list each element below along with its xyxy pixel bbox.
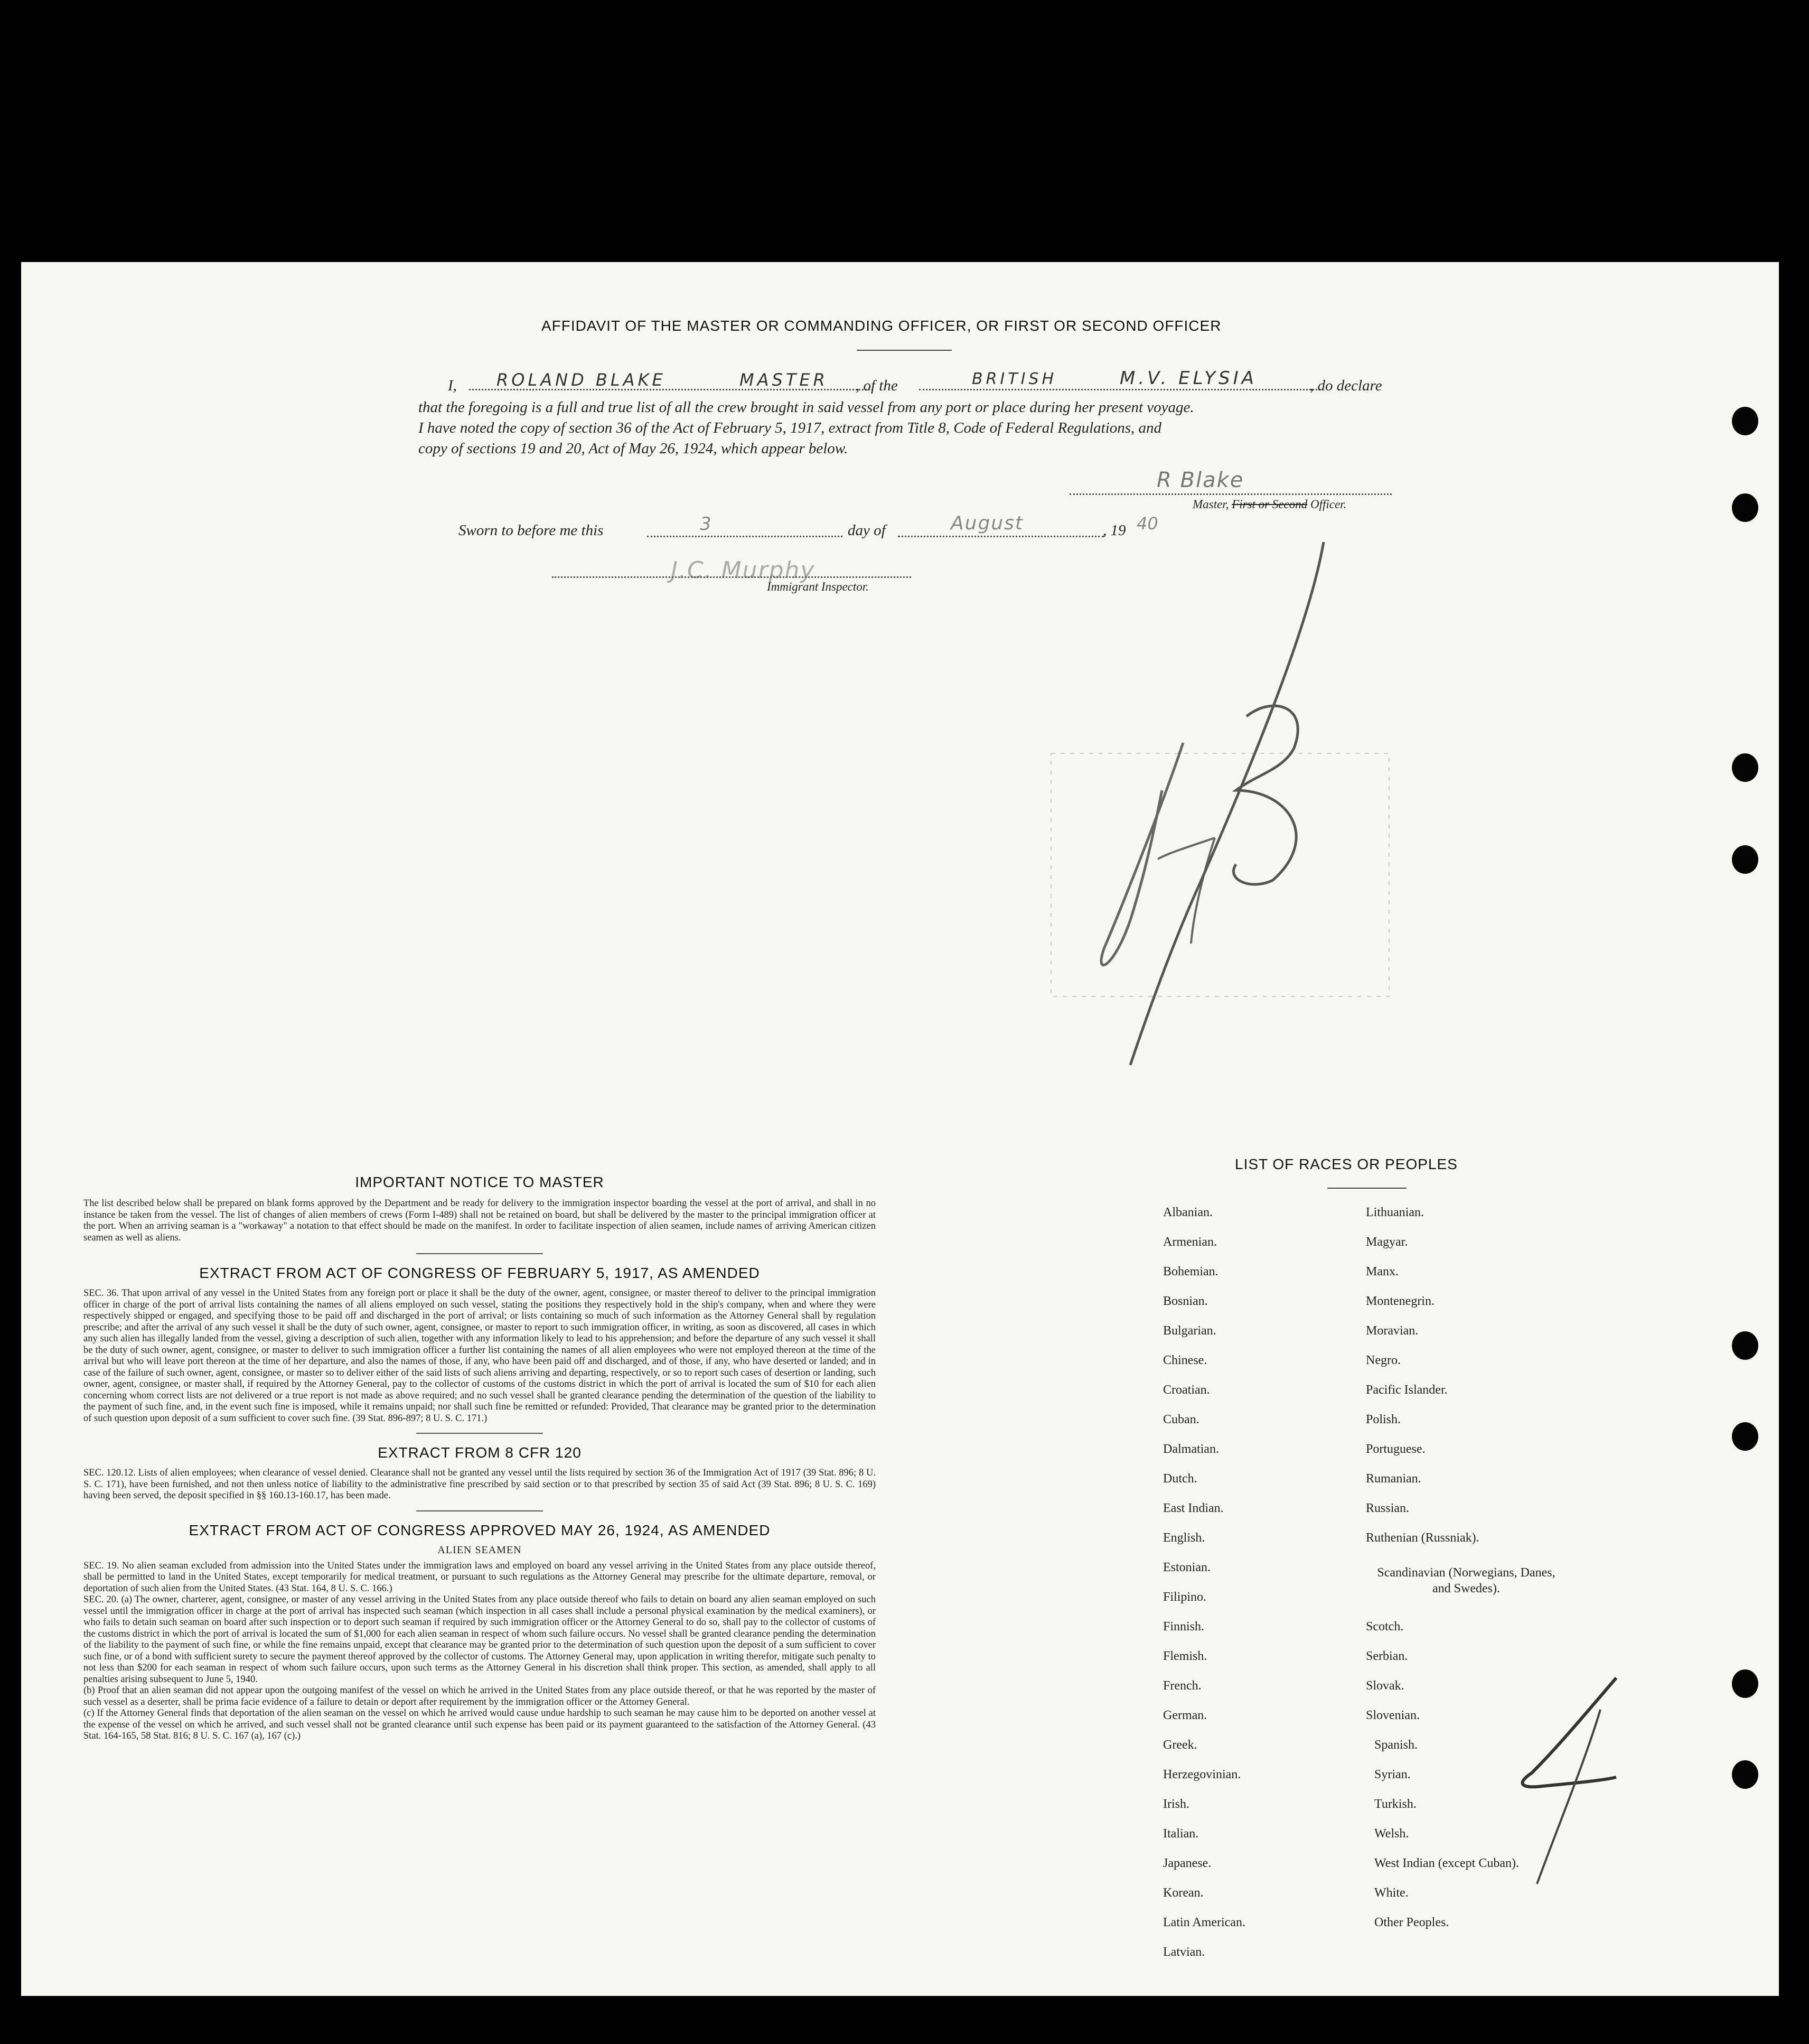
race-right-item: Negro. — [1366, 1354, 1401, 1367]
day-of-label: day of — [848, 522, 886, 539]
title-divider — [857, 350, 952, 351]
race-right-item: Ruthenian (Russniak). — [1366, 1531, 1479, 1545]
punch-hole — [1732, 1669, 1758, 1698]
sworn-label: Sworn to before me this — [458, 522, 604, 539]
race-right-item: Welsh. — [1374, 1827, 1409, 1841]
race-right-item: Spanish. — [1374, 1738, 1418, 1752]
affidavit-line-4: copy of sections 19 and 20, Act of May 26, 1924, which appear below. — [418, 440, 848, 457]
sec-20a-text: SEC. 20. (a) The owner, charterer, agent, consignee, or master of any vessel arriving in the United States from any place outside thereof who fails to detain on board any alien seaman employed on such vessel until the immigration officer in charge at the port of arrival has inspected such seaman (which inspection in all cases shall include a personal physical examination by the medical examiners), or who fails to detain such seaman on board after such inspection or to deport such seaman if required by such immigration officer or the Attorney General to do so, shall pay to the collector of customs of the customs district in which the port of arrival is located the sum of $1,000 for each alien seaman in respect of whom such failure occurs. No vessel shall be granted clearance pending the determination of the liability to the payment of such fine, or while the fine remains unpaid, except that clearance may be granted prior to the determination of such question upon the deposit of a sum sufficient to cover such fine, or of a bond with sufficient surety to secure the payment thereof approved by the collector of customs. The Attorney General may, upon application in writing therefor, mitigate such penalty to not less than $200 for each seaman in respect of whom such failure occurs, upon such terms as the Attorney General in his discretion shall think proper. This section, as amended, shall apply to all penalties arising subsequent to June 5, 1940. — [83, 1594, 876, 1685]
races-divider — [1327, 1188, 1407, 1189]
four-stroke-1 — [1523, 1678, 1616, 1787]
affidavit-text — [418, 397, 1422, 459]
race-right-item: Scotch. — [1366, 1620, 1404, 1634]
vessel-name: M.V. ELYSIA — [1120, 368, 1257, 389]
day-line — [647, 536, 842, 537]
inspector-line — [552, 576, 911, 578]
sworn-month: August — [951, 512, 1024, 534]
document-page — [21, 262, 1779, 1996]
race-left-item: Bohemian. — [1163, 1265, 1219, 1278]
affidavit-title: AFFIDAVIT OF THE MASTER OR COMMANDING OFFICER, OR FIRST OR SECOND OFFICER — [541, 318, 1222, 334]
race-left-item: Greek. — [1163, 1738, 1197, 1752]
vessel-line — [919, 389, 1320, 390]
race-right-item: Syrian. — [1374, 1768, 1411, 1781]
master-name: ROLAND BLAKE — [496, 370, 666, 390]
alien-seamen-subheading: ALIEN SEAMEN — [437, 1544, 522, 1556]
punch-hole — [1732, 1331, 1758, 1360]
digit-three-stroke — [1233, 706, 1298, 884]
race-right-item: West Indian (except Cuban). — [1374, 1856, 1519, 1870]
race-right-item: Portuguese. — [1366, 1442, 1426, 1456]
race-right-item: Magyar. — [1366, 1235, 1408, 1249]
race-right-item: Lithuanian. — [1366, 1206, 1424, 1219]
master-officer-label — [1193, 498, 1346, 511]
sworn-year: 40 — [1137, 514, 1158, 534]
race-right-item: Scandinavian (Norwegians, Danes, and Swedes). — [1377, 1566, 1555, 1595]
sec-20b-text: (b) Proof that an alien seaman did not appear upon the outgoing manifest of the vessel on which he arrived in the United States from any place outside thereof, or that he was reported by the master of such vessel as a deserter, shall be prima facie evidence of a failure to detain or deport after requirement by the immigration officer or the Attorney General. — [83, 1685, 876, 1707]
race-left-item: Albanian. — [1163, 1206, 1213, 1219]
punch-hole — [1732, 753, 1758, 782]
punch-hole — [1732, 493, 1758, 522]
extract-1917-heading: EXTRACT FROM ACT OF CONGRESS OF FEBRUARY 5, 1917, AS AMENDED — [199, 1265, 760, 1281]
race-left-item: Flemish. — [1163, 1649, 1207, 1663]
race-left-item: Armenian. — [1163, 1235, 1217, 1249]
race-left-item: Italian. — [1163, 1827, 1199, 1841]
race-right-item: Slovak. — [1366, 1679, 1404, 1693]
extract-1924-heading: EXTRACT FROM ACT OF CONGRESS APPROVED MAY 26, 1924, AS AMENDED — [189, 1522, 771, 1538]
master-label: Master, — [1193, 498, 1229, 511]
race-left-item: Filipino. — [1163, 1590, 1207, 1604]
year-prefix: , 19 — [1103, 522, 1126, 539]
divider — [416, 1510, 543, 1511]
race-left-item: Japanese. — [1163, 1856, 1212, 1870]
race-left-item: Latvian. — [1163, 1945, 1205, 1959]
race-right-item: Manx. — [1366, 1265, 1399, 1278]
race-left-item: German. — [1163, 1709, 1207, 1722]
race-left-item: Latin American. — [1163, 1916, 1245, 1929]
race-right-item: Polish. — [1366, 1413, 1401, 1426]
extract-1917-text: SEC. 36. That upon arrival of any vessel in the United States from any foreign port or place it shall be the duty of the owner, agent, consignee, or master thereof to deliver to the principal immigration officer in charge of the port of arrival lists containing the names of all aliens employed on such vessel, stating the positions they respectively hold in the ship's company, when and where they were respectively shipped or engaged, and specifying those to be paid off and discharged in the port of arrival; or lists containing so much of such information as the Attorney General shall by regulation prescribe; and after the arrival of any such vessel it shall be the duty of such owner, agent, consignee, or master to report to such immigration officer, in writing, as soon as discovered, all cases in which any such alien has illegally landed from the vessel, giving a description of such alien, together with any information likely to lead to his apprehension; and before the departure of any such vessel it shall be the duty of such owner, agent, consignee, or master to deliver to such immigration officer a further list containing the names of all alien employees who were not employed thereon at the time of the arrival but who will leave port thereon at the time of her departure, and also the names of those, if any, who have been paid off and discharged, and of those, if any, who have deserted or landed; and in case of the failure of such owner, agent, consignee, or master so to deliver either of the said lists of such aliens arriving and departing, respectively, or so to report such cases of desertion or landing, such owner, agent, consignee, or master shall, if required by the Attorney General, pay to the collector of customs of the customs district in which the port of arrival is located the sum of $10 for each alien concerning whom correct lists are not delivered or a true report is not made as above required; and no such vessel shall be granted clearance pending the determination of the question of the liability to the payment of such fine, and, in the event such fine is imposed, while it remains unpaid; nor shall such fine be remitted or refunded: Provided, That clearance may be granted prior to the determination of such question upon deposit of a sum sufficient to cover such fine. (39 Stat. 896-897; 8 U. S. C. 171.) — [83, 1288, 876, 1424]
master-rank: MASTER — [739, 370, 828, 390]
race-right-item: Other Peoples. — [1374, 1916, 1449, 1929]
race-left-item: Chinese. — [1163, 1354, 1207, 1367]
divider — [416, 1253, 543, 1254]
affidavit-line-3: I have noted the copy of section 36 of the Act of February 5, 1917, extract from Title 8, Code of Federal Regulations, and — [418, 419, 1162, 436]
race-right-item: Turkish. — [1374, 1797, 1417, 1811]
race-left-item: Bulgarian. — [1163, 1324, 1216, 1338]
race-left-item: Croatian. — [1163, 1383, 1210, 1397]
race-left-item: Bosnian. — [1163, 1294, 1208, 1308]
race-left-item: Cuban. — [1163, 1413, 1199, 1426]
race-right-item: Moravian. — [1366, 1324, 1419, 1338]
race-left-item: East Indian. — [1163, 1501, 1224, 1515]
notice-heading: IMPORTANT NOTICE TO MASTER — [355, 1174, 604, 1190]
mark-stroke-3 — [1191, 838, 1215, 944]
handwritten-mark-svg — [1025, 542, 1637, 1303]
extract-cfr-heading: EXTRACT FROM 8 CFR 120 — [378, 1444, 582, 1461]
of-the-label: , of the — [856, 377, 898, 394]
race-right-item: White. — [1374, 1886, 1409, 1900]
four-stroke-2 — [1537, 1710, 1600, 1884]
race-left-item: Irish. — [1163, 1797, 1189, 1811]
race-left-item: Finnish. — [1163, 1620, 1205, 1634]
races-heading: LIST OF RACES OR PEOPLES — [1235, 1156, 1458, 1172]
race-left-item: French. — [1163, 1679, 1202, 1693]
race-right-item: Slovenian. — [1366, 1709, 1420, 1722]
race-left-item: Estonian. — [1163, 1561, 1211, 1574]
notice-text: The list described below shall be prepared on blank forms approved by the Department and be ready for delivery to the immigration inspector boarding the vessel at the port of arrival, and shall in no instance be taken from the vessel. The list of changes of alien members of crews (Form I-489) shall not be retained on board, but shall be delivered by the master to the principal immigration officer at the port. When an arriving seaman is a "workaway" a notation to that effect should be made on the manifest. In order to facilitate inspection of alien seamen, include names of arriving American citizen seamen as well as aliens. — [83, 1198, 876, 1243]
master-signature: R Blake — [1157, 468, 1244, 492]
extract-cfr-text: SEC. 120.12. Lists of alien employees; when clearance of vessel denied. Clearance shall not be granted any vessel until the lists required by section 36 of the Immigration Act of 1917 (39 Stat. 896; 8 U. S. C. 171), have been furnished, and not then unless notice of liability to the administrative fine prescribed by said section or to that prescribed by section 35 of said Act (39 Stat. 896; 8 U. S. C. 169) having been served, the deposit specified in §§ 160.13-160.17, has been made. — [83, 1468, 876, 1501]
inspector-signature: J.C. Murphy — [671, 557, 816, 584]
month-line — [898, 536, 1104, 537]
inspector-label: Immigrant Inspector. — [767, 580, 869, 593]
sec-20c-text: (c) If the Attorney General finds that deportation of the alien seaman on the vessel on which he arrived would cause undue hardship to such seaman he may cause him to be deported on another vessel at the expense of the vessel on which he arrived, and such vessel shall not be granted clearance until such expense has been paid or its payment guaranteed to the satisfaction of the Attorney General. (43 Stat. 164-165, 58 Stat. 816; 8 U. S. C. 167 (a), 167 (c).) — [83, 1708, 876, 1741]
punch-hole — [1732, 407, 1758, 435]
do-declare-label: , do declare — [1310, 377, 1382, 394]
race-left-item: Korean. — [1163, 1886, 1204, 1900]
sec-19-text: SEC. 19. No alien seaman excluded from admission into the United States under the immigration laws and employed on board any vessel arriving in the United States from any place outside thereof, shall be permitted to land in the United States, except temporarily for medical treatment, or pursuant to such regulations as the Attorney General may prescribe for the ultimate departure, removal, or deportation of such alien from the United States. (43 Stat. 164, 8 U. S. C. 166.) — [83, 1560, 876, 1594]
nationality: BRITISH — [972, 370, 1057, 388]
punch-hole — [1732, 845, 1758, 874]
affidavit-i-label: I, — [448, 377, 457, 394]
race-left-item: Dalmatian. — [1163, 1442, 1219, 1456]
race-right-item: Serbian. — [1366, 1649, 1408, 1663]
race-right-item: Russian. — [1366, 1501, 1410, 1515]
race-left-item: Herzegovinian. — [1163, 1768, 1241, 1781]
punch-hole — [1732, 1422, 1758, 1451]
notices-column — [83, 1174, 876, 1742]
race-left-item: English. — [1163, 1531, 1205, 1545]
race-right-item: Rumanian. — [1366, 1472, 1421, 1486]
handwritten-four-svg — [1479, 1657, 1648, 1889]
punch-hole — [1732, 1760, 1758, 1789]
officer-suffix: Officer. — [1307, 498, 1347, 511]
sworn-day: 3 — [700, 514, 715, 535]
affidavit-line-2: that the foregoing is a full and true list of all the crew brought in said vessel from any port or place during her present voyage. — [418, 399, 1194, 416]
mark-stroke-2 — [1158, 838, 1215, 859]
divider — [416, 1433, 543, 1434]
race-right-item: Montenegrin. — [1366, 1294, 1435, 1308]
struck-officer-text: First or Second — [1232, 498, 1308, 511]
race-left-item: Dutch. — [1163, 1472, 1197, 1486]
race-right-item: Pacific Islander. — [1366, 1383, 1448, 1397]
signature-line — [1070, 493, 1392, 495]
